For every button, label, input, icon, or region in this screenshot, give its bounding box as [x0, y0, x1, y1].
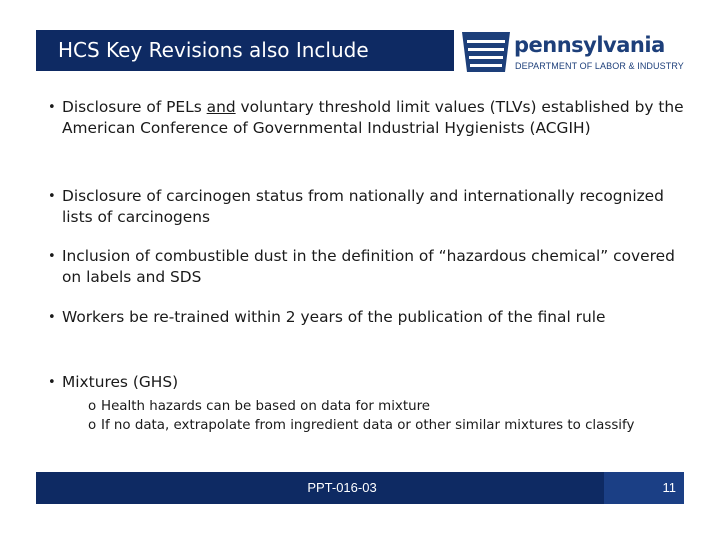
sub-bullet-icon: o [88, 399, 97, 414]
bullet-item [48, 307, 688, 328]
underlined-word: and [206, 98, 236, 116]
logo-subtitle: DEPARTMENT OF LABOR & INDUSTRY [515, 61, 684, 71]
bullet-icon: • [48, 310, 56, 325]
bullet-text: Disclosure of carcinogen status from nationally and internationally recognized lists of carcinogens [62, 187, 664, 226]
bullet-text: Inclusion of combustible dust in the definition of “hazardous chemical” covered on labels and SDS [62, 247, 675, 286]
bullet-item [48, 186, 688, 228]
bullet-text: Mixtures (GHS) [62, 373, 179, 391]
footer-code: PPT-016-03 [307, 480, 377, 495]
sub-bullet-text: If no data, extrapolate from ingredient data or other similar mixtures to classify [101, 418, 635, 433]
sub-bullet-icon: o [88, 418, 97, 433]
bullet-text: Workers be re-trained within 2 years of the publication of the final rule [62, 308, 606, 326]
bullet-icon: • [48, 100, 56, 115]
bullet-text-pre: Disclosure of PELs [62, 98, 207, 116]
sub-bullet-item [88, 397, 678, 417]
bullet-item [48, 246, 688, 288]
sub-bullet-item [88, 416, 678, 436]
bullet-icon: • [48, 375, 56, 390]
slide-title: HCS Key Revisions also Include [58, 38, 369, 62]
bullet-text [62, 97, 688, 139]
bullet-icon: • [48, 189, 56, 204]
bullet-icon: • [48, 249, 56, 264]
page-number: 11 [662, 480, 676, 495]
logo-name: pennsylvania [514, 33, 665, 57]
bullet-item [48, 372, 688, 393]
bullet-item [48, 97, 688, 139]
sub-bullet-text: Health hazards can be based on data for mixture [101, 399, 431, 414]
bullet-text-post: voluntary threshold limit values (TLVs) established by the American Conference of Governmental Industrial Hygienists (ACGIH) [62, 98, 684, 137]
